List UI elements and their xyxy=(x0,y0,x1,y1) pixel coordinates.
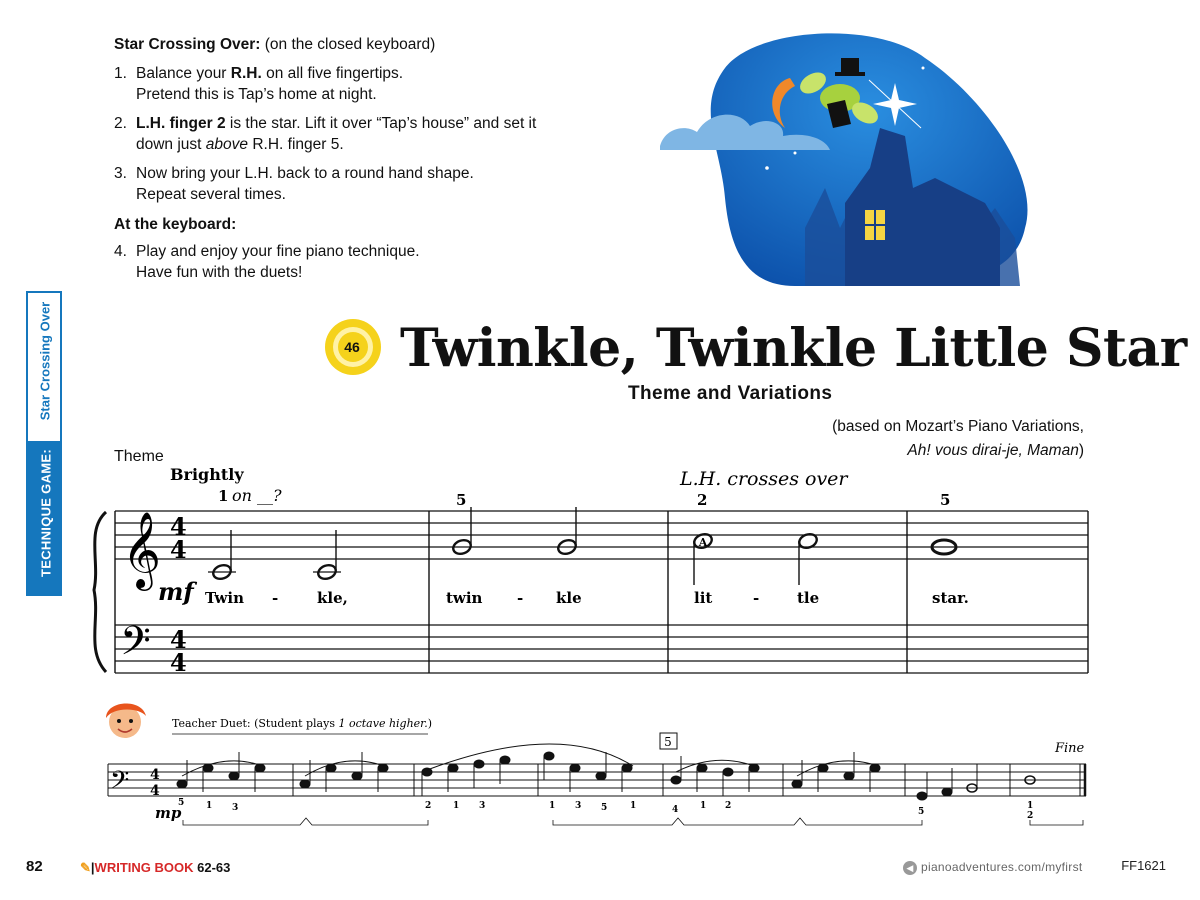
note-g2 xyxy=(556,507,577,556)
step-4: 4. Play and enjoy your fine piano technique. Have fun with the duets! xyxy=(114,243,420,281)
duet-notehead xyxy=(596,772,606,780)
duet-fingering: 3 xyxy=(232,803,239,813)
duet-notehead xyxy=(474,760,484,768)
subtitle: Theme and Variations xyxy=(628,383,833,404)
duet-time-bottom: 4 xyxy=(150,783,160,799)
tempo-marking: Brightly xyxy=(170,465,244,484)
duet-fingering: 2 xyxy=(725,801,732,811)
duet-notehead xyxy=(697,764,707,772)
lh-crosses-note: L.H. crosses over xyxy=(680,468,848,490)
fingering-2: 2 xyxy=(697,491,708,509)
finger-hint: on __? xyxy=(232,486,282,505)
duet-fingering: 4 xyxy=(672,805,679,815)
duet-fingering: 1 xyxy=(453,801,460,811)
duet-notehead xyxy=(500,756,510,764)
measure-number: 5 xyxy=(664,735,672,749)
bass-time-sig-bottom: 4 xyxy=(170,648,187,677)
source-line-2: Ah! vous dirai-je, Maman) xyxy=(907,442,1084,459)
duet-label: Teacher Duet: (Student plays 1 octave higher.) xyxy=(172,717,433,730)
lyric: tle xyxy=(797,589,820,607)
time-sig-bottom: 4 xyxy=(170,535,187,564)
duet-time-top: 4 xyxy=(150,767,160,783)
step-1: 1. Balance your R.H. on all five fingertips. Pretend this is Tap’s home at night. xyxy=(114,65,404,103)
track-number: 46 xyxy=(344,339,360,355)
lyric: - xyxy=(517,589,524,607)
night-house-illustration xyxy=(655,28,1035,290)
duet-notehead xyxy=(792,780,802,788)
duet-fingering: 5 xyxy=(178,798,185,808)
fingering-5b: 5 xyxy=(940,491,951,509)
page-title: Twinkle, Twinkle Little Star xyxy=(400,318,1187,379)
duet-notehead xyxy=(229,772,239,780)
duet-notehead xyxy=(622,764,632,772)
duet-fingering: 1 xyxy=(206,801,213,811)
pedal-brackets xyxy=(183,818,1083,825)
lyric: lit xyxy=(694,589,713,607)
duet-dynamic: mp xyxy=(155,804,182,822)
duet-notehead xyxy=(942,788,952,796)
instructions xyxy=(114,34,614,283)
teacher-character-icon xyxy=(106,703,146,738)
duet-fingering: 3 xyxy=(575,801,582,811)
source-line-1: (based on Mozart’s Piano Variations, xyxy=(832,418,1084,435)
duet-notehead xyxy=(671,776,681,784)
duet-fingering: 1 xyxy=(1027,801,1034,811)
treble-staff xyxy=(115,511,1088,559)
lyric: kle, xyxy=(317,589,348,607)
treble-clef-icon: 𝄞 xyxy=(122,511,162,588)
fine-marking: Fine xyxy=(1055,741,1085,756)
bass-time-sig-top: 4 xyxy=(170,625,187,654)
duet-notehead xyxy=(177,780,187,788)
bass-clef-icon: 𝄢 xyxy=(120,618,151,674)
speaker-icon: ◀ xyxy=(903,861,917,875)
duet-notehead xyxy=(917,792,927,800)
duet-fingering: 2 xyxy=(425,801,432,811)
brace xyxy=(94,512,106,672)
lyric: Twin xyxy=(205,589,245,607)
fingering-5a: 5 xyxy=(456,491,467,509)
side-tab-sublabel: Star Crossing Over xyxy=(37,301,53,421)
note-c2 xyxy=(313,530,341,581)
pencil-icon: ✎ xyxy=(80,860,91,875)
side-tab-label: TECHNIQUE GAME: xyxy=(38,449,54,577)
duet-fingering: 3 xyxy=(479,801,486,811)
duet-fingering: 1 xyxy=(630,801,637,811)
duet-notehead xyxy=(544,752,554,760)
duet-notehead xyxy=(844,772,854,780)
fingering-1: 1 xyxy=(218,487,229,505)
duet-bass-clef-icon: 𝄢 xyxy=(110,766,130,801)
duet-slurs xyxy=(182,744,878,776)
duet-fingering: 1 xyxy=(700,801,707,811)
duet-notehead xyxy=(300,780,310,788)
lyrics xyxy=(205,589,969,607)
duet-notehead xyxy=(723,768,733,776)
grand-staff xyxy=(0,460,1200,685)
teacher-duet xyxy=(96,700,1096,830)
bass-staff xyxy=(115,625,1088,673)
note-g1 xyxy=(451,507,472,556)
cd-track-icon xyxy=(324,318,382,376)
lyric: - xyxy=(272,589,279,607)
duet-fingering: 5 xyxy=(918,807,925,817)
duet-notehead xyxy=(570,764,580,772)
instructions-heading: Star Crossing Over: (on the closed keyboard) xyxy=(114,36,436,53)
keyboard-heading: At the keyboard: xyxy=(114,216,237,233)
writing-book-link[interactable]: ✎|WRITING BOOK 62-63 xyxy=(80,860,231,875)
duet-fingering: 1 xyxy=(549,801,556,811)
note-letter: A xyxy=(698,536,708,549)
duet-notehead xyxy=(352,772,362,780)
note-c1 xyxy=(208,530,236,581)
duet-fingering: 2 xyxy=(1027,811,1034,821)
duet-fingering: 5 xyxy=(601,803,608,813)
book-code: FF1621 xyxy=(1121,858,1166,873)
lyric: star. xyxy=(932,589,969,607)
lyric: - xyxy=(753,589,760,607)
lyric: twin xyxy=(446,589,483,607)
website-link[interactable]: ◀ pianoadventures.com/myfirst xyxy=(903,860,1083,875)
page-number: 82 xyxy=(26,858,43,875)
duet-fingerings xyxy=(178,798,1033,821)
duet-notehead xyxy=(448,764,458,772)
time-sig-top: 4 xyxy=(170,512,187,541)
step-3: 3. Now bring your L.H. back to a round hand shape. Repeat several times. xyxy=(114,165,474,203)
section-label: Theme xyxy=(114,448,164,465)
dynamic-mf: mf xyxy=(158,577,194,606)
lyric: kle xyxy=(556,589,582,607)
step-2: 2. L.H. finger 2 is the star. Lift it over “Tap’s house” and set it down just above R.H. finger 5. xyxy=(114,115,537,153)
